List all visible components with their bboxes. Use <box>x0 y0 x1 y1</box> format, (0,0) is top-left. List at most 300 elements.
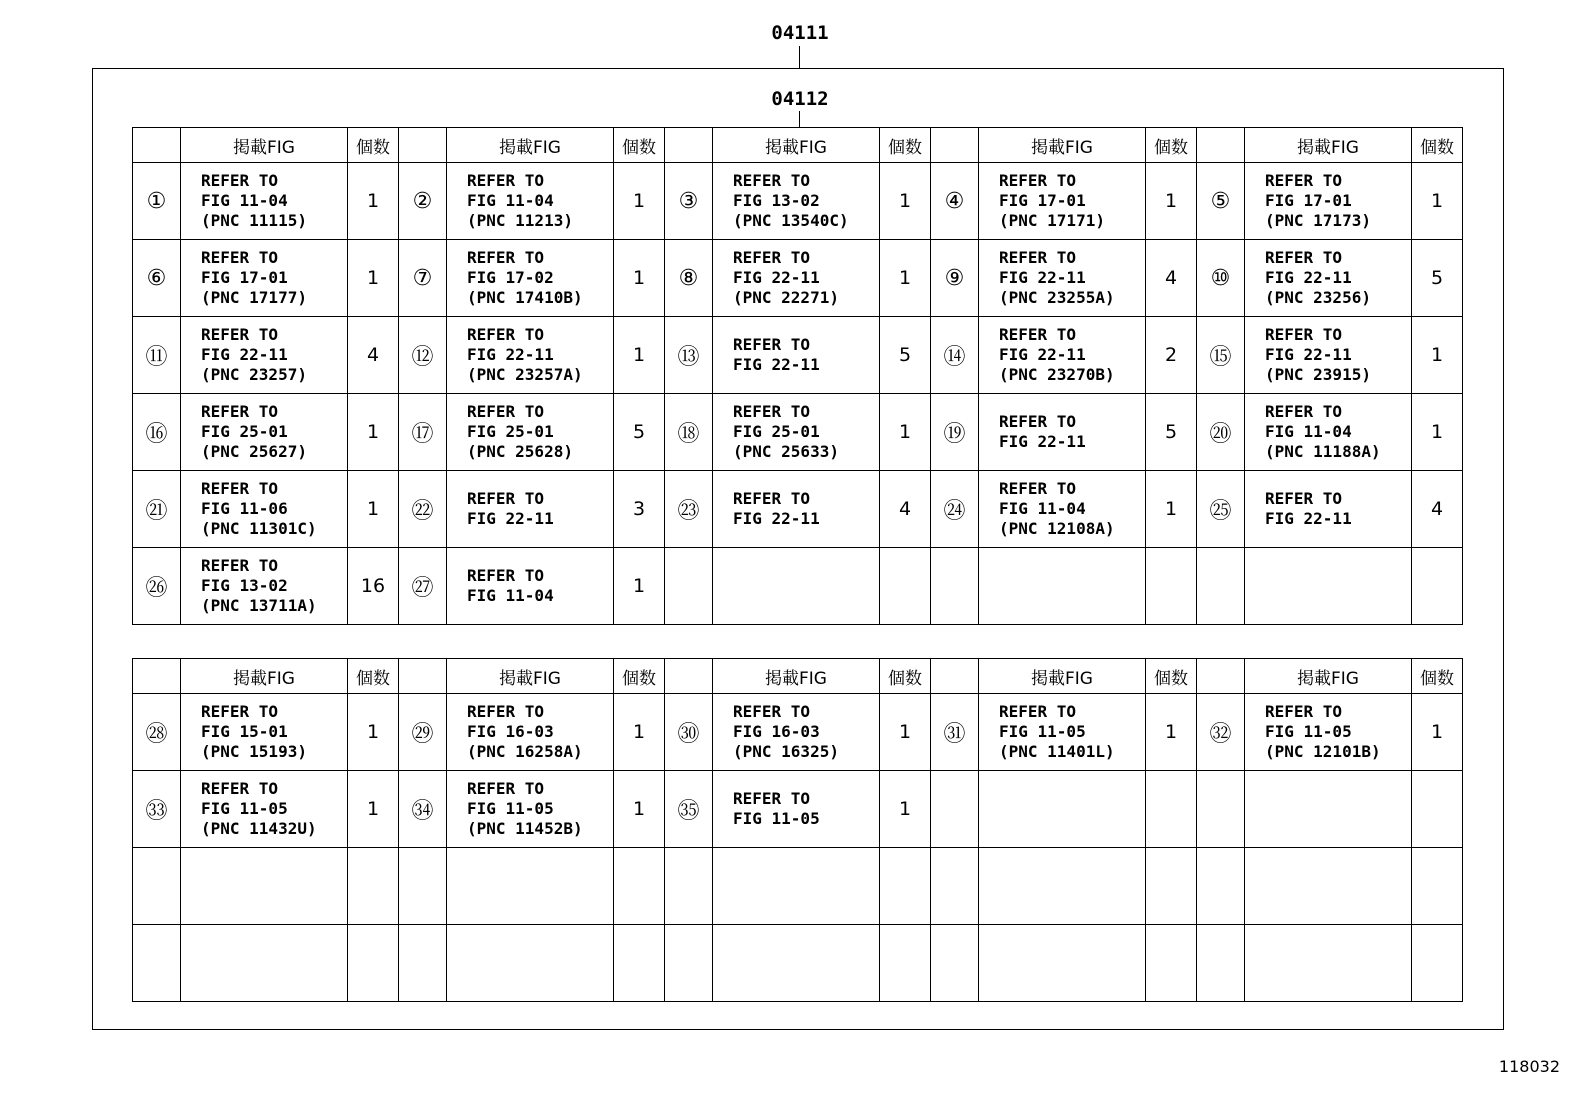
reference-line: FIG 16-03 <box>467 722 554 741</box>
reference-line: FIG 13-02 <box>733 191 820 210</box>
reference-cell <box>979 771 1146 848</box>
item-quantity <box>348 848 399 925</box>
header-qty-cell: 個数 <box>1412 128 1463 163</box>
reference-cell <box>181 240 348 317</box>
item-number <box>665 848 713 925</box>
reference-line: REFER TO <box>201 702 279 721</box>
reference-text <box>713 489 879 529</box>
reference-cell <box>979 471 1146 548</box>
header-fig-cell: 掲載FIG <box>181 128 348 163</box>
reference-line: (PNC 23270B) <box>999 365 1115 384</box>
item-number: ㉙ <box>399 694 447 771</box>
item-quantity: 2 <box>1146 317 1197 394</box>
reference-text <box>713 248 879 308</box>
reference-line: (PNC 17173) <box>1265 211 1371 230</box>
reference-line: FIG 13-02 <box>201 576 288 595</box>
assembly-code-label: 04111 <box>771 22 829 44</box>
reference-text <box>979 479 1145 539</box>
header-fig-cell: 掲載FIG <box>979 659 1146 694</box>
reference-cell <box>181 548 348 625</box>
item-number <box>665 548 713 625</box>
item-quantity: 1 <box>880 394 931 471</box>
reference-cell <box>447 240 614 317</box>
reference-cell <box>713 471 880 548</box>
item-quantity: 4 <box>1146 240 1197 317</box>
header-qty-cell: 個数 <box>880 659 931 694</box>
reference-cell <box>979 394 1146 471</box>
reference-text <box>1245 325 1411 385</box>
reference-line: REFER TO <box>999 325 1077 344</box>
reference-text <box>713 402 879 462</box>
item-number: ① <box>133 163 181 240</box>
reference-line: (PNC 17177) <box>201 288 307 307</box>
reference-cell <box>447 471 614 548</box>
table-row <box>133 771 1463 848</box>
item-quantity <box>614 848 665 925</box>
assembly-leader-line <box>799 46 800 68</box>
reference-text <box>447 566 613 606</box>
reference-line: FIG 11-04 <box>467 586 554 605</box>
header-fig-cell: 掲載FIG <box>1245 659 1412 694</box>
reference-line: FIG 16-03 <box>733 722 820 741</box>
item-number: ⑳ <box>1197 394 1245 471</box>
table-row <box>133 548 1463 625</box>
header-number-cell <box>931 659 979 694</box>
item-number: ⑫ <box>399 317 447 394</box>
item-number: ④ <box>931 163 979 240</box>
header-number-cell <box>931 128 979 163</box>
reference-line: (PNC 11188A) <box>1265 442 1381 461</box>
reference-text <box>1245 171 1411 231</box>
item-quantity: 1 <box>348 771 399 848</box>
reference-cell <box>1245 548 1412 625</box>
item-quantity: 1 <box>614 240 665 317</box>
item-number: ㉗ <box>399 548 447 625</box>
reference-line: REFER TO <box>1265 702 1343 721</box>
header-qty-cell: 個数 <box>614 659 665 694</box>
reference-text <box>181 779 347 839</box>
header-number-cell <box>399 128 447 163</box>
reference-cell <box>713 548 880 625</box>
reference-line: FIG 17-01 <box>201 268 288 287</box>
reference-line: FIG 22-11 <box>733 509 820 528</box>
item-quantity: 1 <box>348 240 399 317</box>
reference-cell <box>979 694 1146 771</box>
item-number <box>1197 548 1245 625</box>
reference-line: FIG 17-01 <box>1265 191 1352 210</box>
item-quantity: 5 <box>1412 240 1463 317</box>
item-number <box>399 925 447 1002</box>
reference-line: REFER TO <box>467 489 545 508</box>
reference-cell <box>447 694 614 771</box>
reference-line: FIG 11-05 <box>1265 722 1352 741</box>
item-quantity: 1 <box>880 163 931 240</box>
item-number: ⑭ <box>931 317 979 394</box>
table-row <box>133 848 1463 925</box>
item-number <box>931 925 979 1002</box>
header-fig-cell: 掲載FIG <box>979 128 1146 163</box>
table-row <box>133 240 1463 317</box>
item-number: ㉚ <box>665 694 713 771</box>
reference-line: FIG 22-11 <box>1265 509 1352 528</box>
reference-line: FIG 15-01 <box>201 722 288 741</box>
header-qty-cell: 個数 <box>348 659 399 694</box>
reference-line: REFER TO <box>1265 402 1343 421</box>
reference-table-2 <box>132 658 1463 1002</box>
reference-cell <box>713 848 880 925</box>
reference-line: FIG 17-02 <box>467 268 554 287</box>
header-fig-cell: 掲載FIG <box>181 659 348 694</box>
reference-cell <box>713 394 880 471</box>
item-quantity: 3 <box>614 471 665 548</box>
item-quantity: 1 <box>614 694 665 771</box>
reference-line: (PNC 13711A) <box>201 596 317 615</box>
reference-line: FIG 22-11 <box>733 268 820 287</box>
reference-cell <box>1245 694 1412 771</box>
item-number: ② <box>399 163 447 240</box>
reference-line: REFER TO <box>999 171 1077 190</box>
item-quantity: 1 <box>1412 394 1463 471</box>
table-header-row <box>133 659 1463 694</box>
reference-cell <box>1245 317 1412 394</box>
item-number: ㉜ <box>1197 694 1245 771</box>
reference-table-1 <box>132 127 1463 625</box>
reference-line: (PNC 17410B) <box>467 288 583 307</box>
reference-cell <box>181 925 348 1002</box>
item-quantity <box>880 548 931 625</box>
reference-line: REFER TO <box>467 248 545 267</box>
header-number-cell <box>665 128 713 163</box>
item-number: ⑦ <box>399 240 447 317</box>
item-number: ㉞ <box>399 771 447 848</box>
item-number: ㉛ <box>931 694 979 771</box>
reference-line: (PNC 25627) <box>201 442 307 461</box>
reference-line: FIG 22-11 <box>999 432 1086 451</box>
item-number: ㉑ <box>133 471 181 548</box>
reference-cell <box>181 394 348 471</box>
reference-line: (PNC 13540C) <box>733 211 849 230</box>
item-number <box>399 848 447 925</box>
reference-line: REFER TO <box>467 779 545 798</box>
reference-line: (PNC 12108A) <box>999 519 1115 538</box>
reference-line: FIG 22-11 <box>999 268 1086 287</box>
table-row <box>133 925 1463 1002</box>
reference-line: REFER TO <box>1265 171 1343 190</box>
reference-cell <box>447 163 614 240</box>
reference-line: (PNC 11213) <box>467 211 573 230</box>
item-number <box>931 771 979 848</box>
figure-id: 118032 <box>1498 1057 1560 1076</box>
reference-line: FIG 22-11 <box>1265 268 1352 287</box>
item-quantity: 4 <box>348 317 399 394</box>
item-quantity: 1 <box>1412 163 1463 240</box>
item-quantity <box>1146 848 1197 925</box>
header-qty-cell: 個数 <box>348 128 399 163</box>
reference-cell <box>1245 240 1412 317</box>
reference-text <box>447 702 613 762</box>
reference-line: (PNC 25633) <box>733 442 839 461</box>
reference-text <box>979 325 1145 385</box>
reference-text <box>181 702 347 762</box>
reference-line: REFER TO <box>733 248 811 267</box>
reference-line: REFER TO <box>733 171 811 190</box>
reference-cell <box>447 394 614 471</box>
header-fig-cell: 掲載FIG <box>447 128 614 163</box>
item-number: ㉔ <box>931 471 979 548</box>
reference-line: REFER TO <box>999 702 1077 721</box>
reference-line: (PNC 11401L) <box>999 742 1115 761</box>
item-quantity <box>880 925 931 1002</box>
reference-cell <box>1245 471 1412 548</box>
reference-text <box>447 779 613 839</box>
item-number: ⑥ <box>133 240 181 317</box>
reference-text <box>447 489 613 529</box>
header-fig-cell: 掲載FIG <box>447 659 614 694</box>
item-quantity: 1 <box>880 240 931 317</box>
item-quantity: 1 <box>1146 163 1197 240</box>
table-row <box>133 163 1463 240</box>
reference-cell <box>979 925 1146 1002</box>
reference-line: FIG 22-11 <box>733 355 820 374</box>
reference-cell <box>1245 925 1412 1002</box>
reference-line: (PNC 15193) <box>201 742 307 761</box>
table-row <box>133 317 1463 394</box>
reference-text <box>979 171 1145 231</box>
reference-line: FIG 22-11 <box>467 345 554 364</box>
reference-text <box>1245 402 1411 462</box>
item-quantity: 1 <box>1412 694 1463 771</box>
item-number <box>133 925 181 1002</box>
reference-line: REFER TO <box>201 479 279 498</box>
reference-cell <box>447 317 614 394</box>
reference-text <box>979 412 1145 452</box>
reference-line: (PNC 17171) <box>999 211 1105 230</box>
reference-cell <box>713 240 880 317</box>
reference-cell <box>1245 394 1412 471</box>
reference-line: REFER TO <box>201 402 279 421</box>
item-number: ⑱ <box>665 394 713 471</box>
reference-line: REFER TO <box>1265 489 1343 508</box>
reference-cell <box>1245 771 1412 848</box>
item-number: ㉘ <box>133 694 181 771</box>
header-number-cell <box>133 128 181 163</box>
reference-line: FIG 25-01 <box>467 422 554 441</box>
reference-text <box>181 556 347 616</box>
item-number: ⑪ <box>133 317 181 394</box>
table-row <box>133 694 1463 771</box>
item-quantity: 5 <box>880 317 931 394</box>
reference-line: REFER TO <box>201 248 279 267</box>
item-quantity: 1 <box>614 548 665 625</box>
reference-line: (PNC 23257A) <box>467 365 583 384</box>
reference-line: FIG 11-04 <box>999 499 1086 518</box>
reference-line: REFER TO <box>733 789 811 808</box>
reference-cell <box>979 317 1146 394</box>
reference-line: FIG 22-11 <box>1265 345 1352 364</box>
header-number-cell <box>133 659 181 694</box>
reference-line: REFER TO <box>467 702 545 721</box>
reference-line: FIG 11-05 <box>999 722 1086 741</box>
item-number: ⑤ <box>1197 163 1245 240</box>
reference-text <box>713 335 879 375</box>
item-number: ⑧ <box>665 240 713 317</box>
reference-line: (PNC 23915) <box>1265 365 1371 384</box>
header-qty-cell: 個数 <box>1412 659 1463 694</box>
header-number-cell <box>399 659 447 694</box>
reference-line: FIG 25-01 <box>201 422 288 441</box>
reference-cell <box>713 163 880 240</box>
item-number: ⑨ <box>931 240 979 317</box>
item-number: ㉝ <box>133 771 181 848</box>
item-quantity: 1 <box>1146 471 1197 548</box>
item-number <box>931 848 979 925</box>
item-quantity: 4 <box>1412 471 1463 548</box>
reference-line: REFER TO <box>201 171 279 190</box>
reference-cell <box>181 848 348 925</box>
reference-line: REFER TO <box>733 402 811 421</box>
reference-text <box>447 171 613 231</box>
header-fig-cell: 掲載FIG <box>1245 128 1412 163</box>
reference-line: (PNC 23256) <box>1265 288 1371 307</box>
reference-line: (PNC 25628) <box>467 442 573 461</box>
reference-line: FIG 11-04 <box>201 191 288 210</box>
header-qty-cell: 個数 <box>1146 659 1197 694</box>
item-quantity: 1 <box>614 163 665 240</box>
reference-cell <box>181 163 348 240</box>
table-row <box>133 471 1463 548</box>
item-quantity <box>1412 548 1463 625</box>
reference-cell <box>181 471 348 548</box>
item-number <box>931 548 979 625</box>
item-quantity <box>1412 771 1463 848</box>
reference-line: REFER TO <box>733 335 811 354</box>
item-quantity <box>1412 925 1463 1002</box>
reference-line: FIG 25-01 <box>733 422 820 441</box>
reference-text <box>713 702 879 762</box>
item-quantity: 1 <box>348 471 399 548</box>
item-quantity: 5 <box>614 394 665 471</box>
reference-text <box>713 171 879 231</box>
reference-line: REFER TO <box>201 325 279 344</box>
reference-cell <box>447 548 614 625</box>
item-number <box>665 925 713 1002</box>
header-qty-cell: 個数 <box>880 128 931 163</box>
item-quantity <box>1412 848 1463 925</box>
reference-line: FIG 11-05 <box>467 799 554 818</box>
reference-line: (PNC 11452B) <box>467 819 583 838</box>
item-number <box>1197 925 1245 1002</box>
header-fig-cell: 掲載FIG <box>713 128 880 163</box>
item-number <box>1197 848 1245 925</box>
reference-line: FIG 17-01 <box>999 191 1086 210</box>
table-row <box>133 394 1463 471</box>
reference-text <box>447 325 613 385</box>
header-number-cell <box>1197 659 1245 694</box>
reference-text <box>181 479 347 539</box>
reference-line: REFER TO <box>999 479 1077 498</box>
item-quantity: 1 <box>880 694 931 771</box>
item-number: ㉟ <box>665 771 713 848</box>
reference-line: REFER TO <box>467 171 545 190</box>
reference-line: FIG 11-06 <box>201 499 288 518</box>
item-number: ㉒ <box>399 471 447 548</box>
reference-line: FIG 11-04 <box>467 191 554 210</box>
item-quantity: 1 <box>348 694 399 771</box>
header-number-cell <box>1197 128 1245 163</box>
item-quantity: 1 <box>614 771 665 848</box>
item-number: ⑮ <box>1197 317 1245 394</box>
reference-cell <box>181 771 348 848</box>
item-number: ⑰ <box>399 394 447 471</box>
reference-line: REFER TO <box>201 779 279 798</box>
reference-cell <box>979 163 1146 240</box>
reference-text <box>181 171 347 231</box>
item-quantity <box>880 848 931 925</box>
reference-line: FIG 11-05 <box>733 809 820 828</box>
item-number: ㉕ <box>1197 471 1245 548</box>
reference-text <box>713 789 879 829</box>
reference-line: (PNC 23255A) <box>999 288 1115 307</box>
item-quantity <box>1146 925 1197 1002</box>
item-quantity: 16 <box>348 548 399 625</box>
reference-cell <box>713 925 880 1002</box>
reference-line: FIG 11-04 <box>1265 422 1352 441</box>
item-quantity: 1 <box>614 317 665 394</box>
reference-line: REFER TO <box>467 402 545 421</box>
item-quantity: 1 <box>1146 694 1197 771</box>
reference-line: REFER TO <box>467 325 545 344</box>
reference-cell <box>1245 163 1412 240</box>
reference-line: (PNC 16325) <box>733 742 839 761</box>
reference-text <box>1245 489 1411 529</box>
item-quantity <box>1146 771 1197 848</box>
item-number: ㉓ <box>665 471 713 548</box>
reference-text <box>1245 702 1411 762</box>
reference-text <box>181 402 347 462</box>
subassembly-leader-line <box>799 111 800 127</box>
reference-line: (PNC 11115) <box>201 211 307 230</box>
header-number-cell <box>665 659 713 694</box>
reference-line: REFER TO <box>201 556 279 575</box>
reference-text <box>1245 248 1411 308</box>
item-quantity: 1 <box>348 163 399 240</box>
reference-text <box>447 402 613 462</box>
table-header-row <box>133 128 1463 163</box>
reference-line: (PNC 22271) <box>733 288 839 307</box>
subassembly-code-label: 04112 <box>771 88 829 110</box>
item-quantity <box>348 925 399 1002</box>
item-quantity: 1 <box>348 394 399 471</box>
reference-line: FIG 11-05 <box>201 799 288 818</box>
item-number <box>133 848 181 925</box>
item-number: ⑯ <box>133 394 181 471</box>
item-quantity: 1 <box>880 771 931 848</box>
item-number: ⑲ <box>931 394 979 471</box>
reference-line: REFER TO <box>733 489 811 508</box>
item-number: ⑬ <box>665 317 713 394</box>
item-quantity: 1 <box>1412 317 1463 394</box>
reference-line: REFER TO <box>1265 325 1343 344</box>
reference-text <box>447 248 613 308</box>
reference-cell <box>979 548 1146 625</box>
header-qty-cell: 個数 <box>1146 128 1197 163</box>
reference-line: (PNC 12101B) <box>1265 742 1381 761</box>
reference-cell <box>713 694 880 771</box>
reference-text <box>979 702 1145 762</box>
item-quantity: 5 <box>1146 394 1197 471</box>
reference-cell <box>447 848 614 925</box>
item-quantity: 4 <box>880 471 931 548</box>
